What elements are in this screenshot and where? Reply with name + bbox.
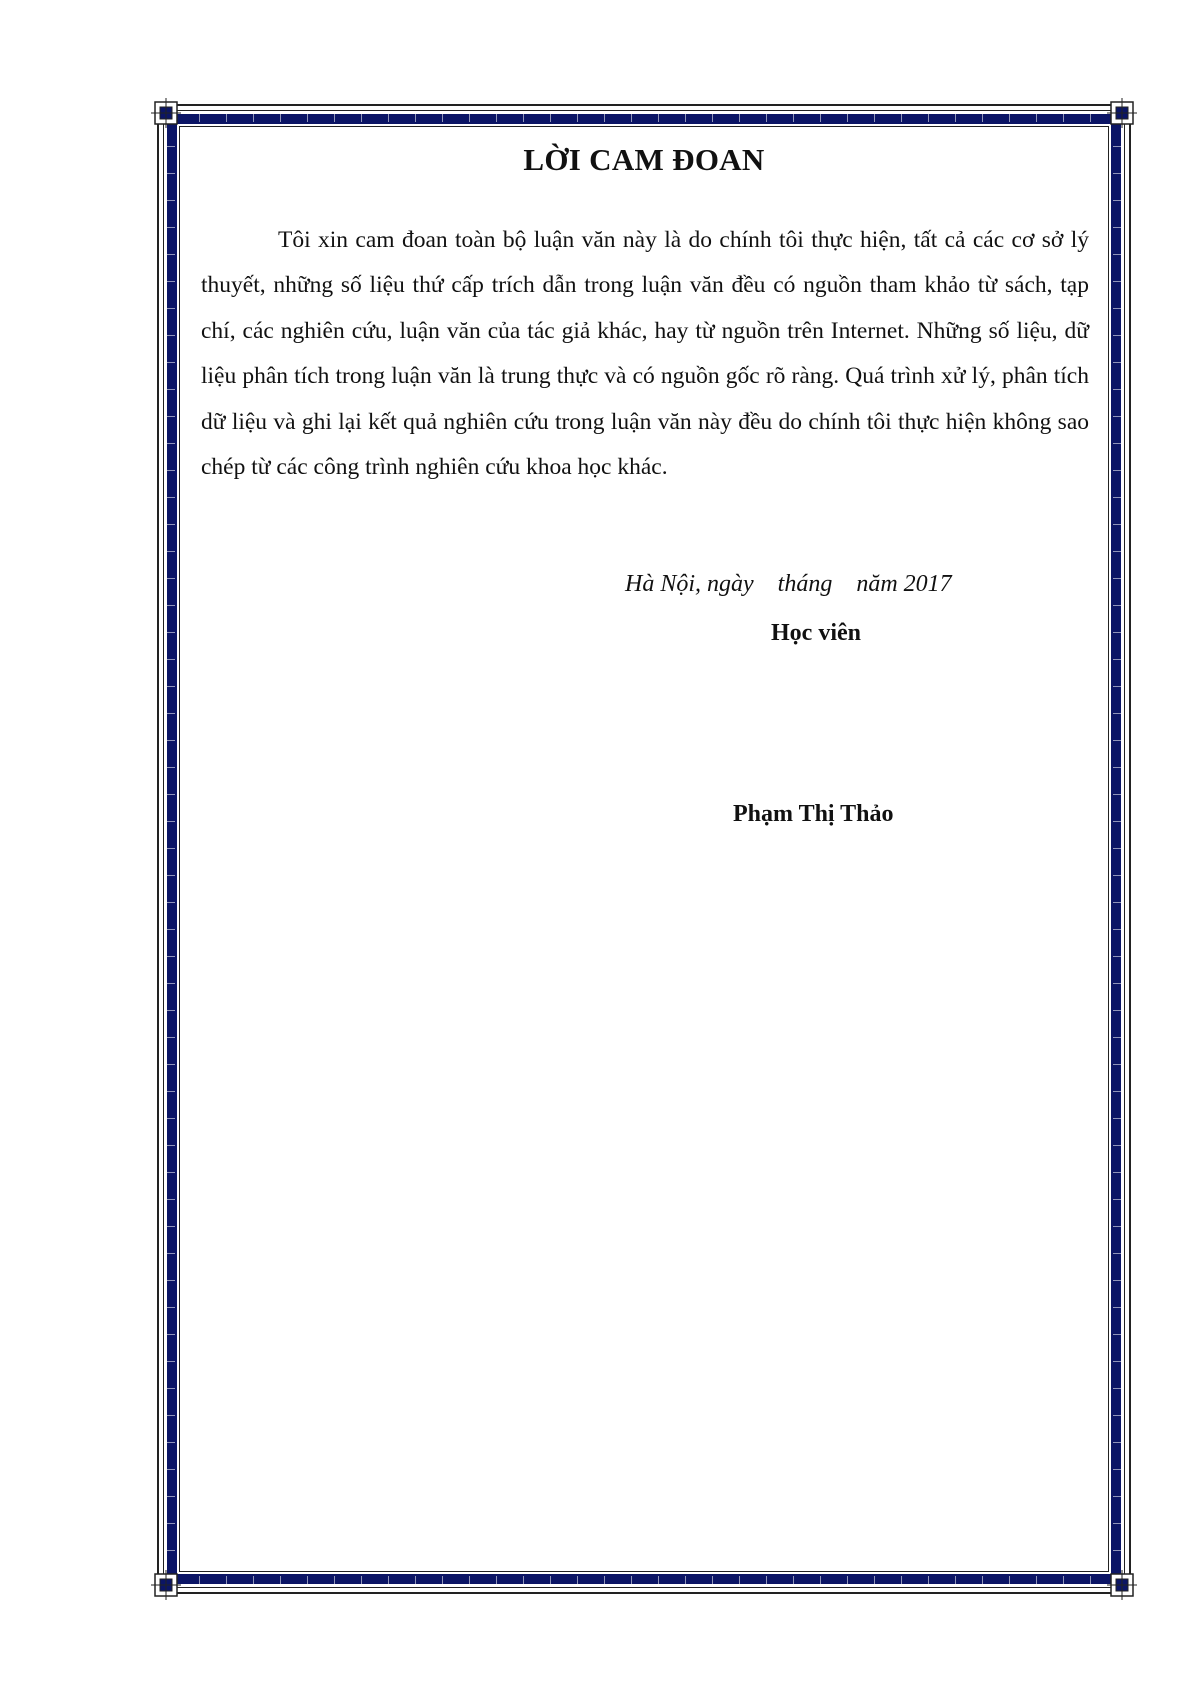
border-tick bbox=[307, 112, 308, 122]
border-tick bbox=[1113, 794, 1123, 795]
border-tick bbox=[165, 1253, 175, 1254]
border-tick bbox=[874, 1576, 875, 1586]
border-tick bbox=[685, 1576, 686, 1586]
corner-ornament-top-left bbox=[151, 98, 181, 128]
border-tick bbox=[280, 112, 281, 122]
border-tick bbox=[165, 1010, 175, 1011]
border-tick bbox=[1113, 524, 1123, 525]
border-tick bbox=[165, 497, 175, 498]
border-tick bbox=[226, 112, 227, 122]
border-tick bbox=[1113, 1226, 1123, 1227]
border-tick bbox=[523, 1576, 524, 1586]
border-tick bbox=[253, 1576, 254, 1586]
border-tick bbox=[280, 1576, 281, 1586]
border-tick bbox=[1063, 1576, 1064, 1586]
border-tick bbox=[1090, 112, 1091, 122]
border-tick bbox=[1113, 713, 1123, 714]
border-tick bbox=[165, 875, 175, 876]
border-tick bbox=[1009, 112, 1010, 122]
border-tick bbox=[165, 1523, 175, 1524]
border-tick bbox=[469, 112, 470, 122]
border-tick bbox=[631, 112, 632, 122]
border-tick bbox=[165, 1226, 175, 1227]
border-tick bbox=[165, 200, 175, 201]
border-tick bbox=[165, 1361, 175, 1362]
border-tick bbox=[165, 308, 175, 309]
document-title: LỜI CAM ĐOAN bbox=[523, 142, 765, 177]
border-tick bbox=[165, 713, 175, 714]
border-tick bbox=[1113, 902, 1123, 903]
border-tick bbox=[1113, 443, 1123, 444]
border-tick bbox=[165, 983, 175, 984]
border-tick bbox=[1113, 497, 1123, 498]
border-tick bbox=[1090, 1576, 1091, 1586]
border-tick bbox=[165, 1199, 175, 1200]
border-tick bbox=[307, 1576, 308, 1586]
border-tick bbox=[739, 112, 740, 122]
signer-role: Học viên bbox=[771, 620, 861, 646]
border-tick bbox=[1113, 1550, 1123, 1551]
border-tick bbox=[165, 794, 175, 795]
border-tick bbox=[165, 1307, 175, 1308]
border-tick bbox=[165, 254, 175, 255]
border-tick bbox=[577, 1576, 578, 1586]
border-tick bbox=[550, 1576, 551, 1586]
border-tick bbox=[1113, 1523, 1123, 1524]
border-tick bbox=[1009, 1576, 1010, 1586]
corner-ornament-bottom-left bbox=[151, 1570, 181, 1600]
border-tick bbox=[1113, 1199, 1123, 1200]
border-tick bbox=[1036, 112, 1037, 122]
border-tick bbox=[165, 740, 175, 741]
border-tick bbox=[334, 112, 335, 122]
border-tick bbox=[1113, 470, 1123, 471]
border-tick bbox=[1113, 686, 1123, 687]
border-tick bbox=[442, 1576, 443, 1586]
border-tick bbox=[165, 1388, 175, 1389]
border-tick bbox=[165, 1064, 175, 1065]
border-tick bbox=[1113, 929, 1123, 930]
border-tick bbox=[361, 1576, 362, 1586]
border-tick bbox=[1113, 1334, 1123, 1335]
border-tick bbox=[469, 1576, 470, 1586]
border-tick bbox=[1113, 227, 1123, 228]
border-tick bbox=[165, 389, 175, 390]
border-tick bbox=[1113, 1091, 1123, 1092]
place-date-line: Hà Nội, ngày tháng năm 2017 bbox=[625, 571, 952, 597]
border-tick bbox=[793, 112, 794, 122]
border-tick bbox=[766, 112, 767, 122]
border-tick bbox=[928, 1576, 929, 1586]
border-tick bbox=[165, 605, 175, 606]
border-tick bbox=[1063, 112, 1064, 122]
border-tick bbox=[165, 470, 175, 471]
border-tick bbox=[1113, 1442, 1123, 1443]
border-tick bbox=[793, 1576, 794, 1586]
border-tick bbox=[165, 1145, 175, 1146]
border-tick bbox=[1113, 1010, 1123, 1011]
border-tick bbox=[165, 524, 175, 525]
border-tick bbox=[955, 112, 956, 122]
border-tick bbox=[165, 929, 175, 930]
border-tick bbox=[165, 767, 175, 768]
border-tick bbox=[847, 112, 848, 122]
border-tick bbox=[1113, 416, 1123, 417]
border-tick bbox=[1113, 335, 1123, 336]
border-tick bbox=[165, 443, 175, 444]
border-tick bbox=[165, 1091, 175, 1092]
border-tick bbox=[928, 112, 929, 122]
border-tick bbox=[199, 112, 200, 122]
border-tick bbox=[1113, 1469, 1123, 1470]
border-tick bbox=[165, 1037, 175, 1038]
border-tick bbox=[712, 112, 713, 122]
border-tick bbox=[165, 362, 175, 363]
border-tick bbox=[1113, 1064, 1123, 1065]
border-tick bbox=[982, 112, 983, 122]
border-tick bbox=[199, 1576, 200, 1586]
declaration-paragraph: Tôi xin cam đoan toàn bộ luận văn này là do chính tôi thực hiện, tất cả các cơ sở lý thuyết, những số liệu thứ cấp trích dẫn trong luận văn đều có nguồn tham khảo từ sách, tạp chí, các nghiên cứu, luận văn của tác giả khác, hay từ nguồn trên Internet. Những số liệu, dữ liệu phân tích trong luận văn là trung thực và có nguồn gốc rõ ràng. Quá trình xử lý, phân tích dữ liệu và ghi lại kết quả nghiên cứu trong luận văn này đều do chính tôi thực hiện không sao chép từ các công trình nghiên cứu khoa học khác. bbox=[201, 227, 1089, 481]
border-tick bbox=[165, 1442, 175, 1443]
border-tick bbox=[1113, 551, 1123, 552]
border-tick bbox=[165, 551, 175, 552]
border-tick bbox=[1113, 1145, 1123, 1146]
border-tick bbox=[1113, 1037, 1123, 1038]
border-tick bbox=[1113, 1361, 1123, 1362]
border-tick bbox=[1113, 308, 1123, 309]
border-tick bbox=[496, 112, 497, 122]
border-tick bbox=[1113, 659, 1123, 660]
border-tick bbox=[1113, 821, 1123, 822]
border-tick bbox=[165, 1496, 175, 1497]
border-tick bbox=[1113, 578, 1123, 579]
border-tick bbox=[1113, 983, 1123, 984]
corner-ornament-top-right bbox=[1107, 98, 1137, 128]
border-tick bbox=[685, 112, 686, 122]
border-tick bbox=[165, 227, 175, 228]
border-tick bbox=[1113, 1118, 1123, 1119]
border-tick bbox=[165, 686, 175, 687]
border-tick bbox=[165, 416, 175, 417]
border-tick bbox=[415, 112, 416, 122]
border-tick bbox=[226, 1576, 227, 1586]
border-tick bbox=[1113, 254, 1123, 255]
border-tick bbox=[165, 902, 175, 903]
border-tick bbox=[165, 1469, 175, 1470]
border-tick bbox=[982, 1576, 983, 1586]
border-tick bbox=[523, 112, 524, 122]
border-tick bbox=[361, 112, 362, 122]
border-tick bbox=[165, 1280, 175, 1281]
border-tick bbox=[1113, 1172, 1123, 1173]
border-tick bbox=[1113, 1307, 1123, 1308]
border-tick bbox=[388, 112, 389, 122]
border-tick bbox=[165, 281, 175, 282]
border-tick bbox=[658, 1576, 659, 1586]
border-tick bbox=[165, 1172, 175, 1173]
border-tick bbox=[442, 112, 443, 122]
border-tick bbox=[496, 1576, 497, 1586]
border-tick bbox=[1113, 1388, 1123, 1389]
border-tick bbox=[165, 821, 175, 822]
border-tick bbox=[739, 1576, 740, 1586]
border-tick bbox=[165, 659, 175, 660]
border-tick bbox=[766, 1576, 767, 1586]
border-tick bbox=[1113, 632, 1123, 633]
border-tick bbox=[1113, 1415, 1123, 1416]
border-tick bbox=[165, 632, 175, 633]
border-tick bbox=[165, 1550, 175, 1551]
corner-ornament-bottom-right bbox=[1107, 1570, 1137, 1600]
border-tick bbox=[820, 1576, 821, 1586]
border-tick bbox=[1113, 767, 1123, 768]
border-tick bbox=[1113, 281, 1123, 282]
border-tick bbox=[1113, 875, 1123, 876]
border-tick bbox=[1113, 1496, 1123, 1497]
border-tick bbox=[604, 1576, 605, 1586]
border-tick bbox=[1113, 605, 1123, 606]
border-tick bbox=[388, 1576, 389, 1586]
border-tick bbox=[165, 1118, 175, 1119]
border-tick bbox=[847, 1576, 848, 1586]
border-tick bbox=[165, 956, 175, 957]
border-tick bbox=[334, 1576, 335, 1586]
border-tick bbox=[1113, 956, 1123, 957]
border-tick bbox=[1113, 389, 1123, 390]
border-tick bbox=[901, 112, 902, 122]
border-tick bbox=[165, 1334, 175, 1335]
border-tick bbox=[955, 1576, 956, 1586]
border-tick bbox=[1113, 1280, 1123, 1281]
border-tick bbox=[577, 112, 578, 122]
border-tick bbox=[658, 112, 659, 122]
border-tick bbox=[253, 112, 254, 122]
border-tick bbox=[712, 1576, 713, 1586]
border-tick bbox=[820, 112, 821, 122]
border-tick bbox=[165, 1415, 175, 1416]
border-tick bbox=[874, 112, 875, 122]
border-tick bbox=[165, 848, 175, 849]
border-tick bbox=[604, 112, 605, 122]
border-tick bbox=[1113, 200, 1123, 201]
border-tick bbox=[1113, 1253, 1123, 1254]
border-tick bbox=[901, 1576, 902, 1586]
border-tick bbox=[1113, 848, 1123, 849]
signer-name: Phạm Thị Thảo bbox=[733, 801, 894, 827]
border-tick bbox=[550, 112, 551, 122]
border-tick bbox=[165, 335, 175, 336]
border-tick bbox=[165, 578, 175, 579]
border-tick bbox=[1113, 362, 1123, 363]
border-tick bbox=[1113, 740, 1123, 741]
border-tick bbox=[415, 1576, 416, 1586]
border-tick bbox=[631, 1576, 632, 1586]
border-tick bbox=[1036, 1576, 1037, 1586]
